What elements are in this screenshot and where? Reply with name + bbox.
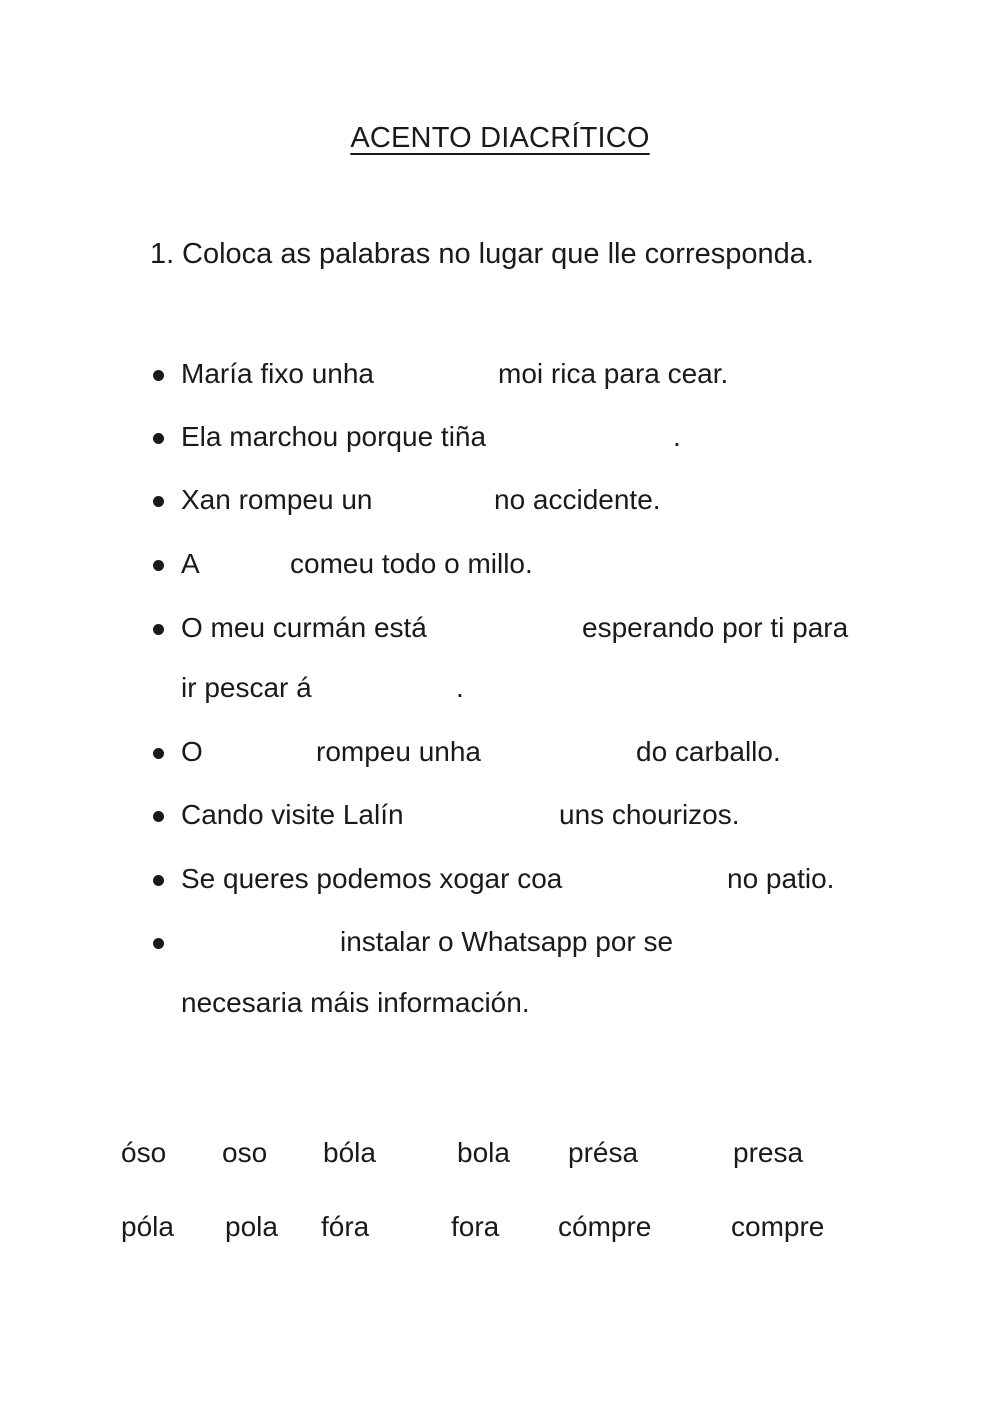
sentence-6-part-3: do carballo. bbox=[636, 736, 781, 767]
page-title bbox=[0, 122, 1000, 155]
sentence-7-part-1: Cando visite Lalín bbox=[181, 799, 404, 830]
sentence-1-part-2: moi rica para cear. bbox=[498, 358, 729, 389]
sentence-8-part-1: Se queres podemos xogar coa bbox=[181, 863, 563, 894]
bullet-icon bbox=[153, 875, 164, 886]
sentence-9-part-1: instalar o Whatsapp por se bbox=[340, 926, 674, 957]
sentence-6-part-2: rompeu unha bbox=[316, 736, 482, 767]
word-bank-item: cómpre bbox=[558, 1211, 652, 1242]
word-bank-item: pola bbox=[225, 1211, 278, 1242]
sentence-8-part-2: no patio. bbox=[727, 863, 835, 894]
bullet-icon bbox=[153, 748, 164, 759]
word-bank-item: présa bbox=[568, 1137, 639, 1168]
instruction-number: 1. bbox=[150, 238, 175, 270]
bullet-icon bbox=[153, 496, 164, 507]
sentence-9-continuation-1: necesaria máis información. bbox=[181, 987, 530, 1018]
word-bank-item: fora bbox=[451, 1211, 500, 1242]
instruction-text: Coloca as palabras no lugar que lle corresponda. bbox=[182, 238, 814, 270]
title-text: ACENTO DIACRÍTICO bbox=[350, 122, 650, 154]
word-bank-item: compre bbox=[731, 1211, 825, 1242]
sentence-5-continuation-1: ir pescar á bbox=[181, 672, 312, 703]
sentence-5-part-1: O meu curmán está bbox=[181, 612, 427, 643]
instruction bbox=[150, 238, 814, 271]
sentence-3-part-1: Xan rompeu un bbox=[181, 484, 373, 515]
word-bank-item: póla bbox=[121, 1211, 174, 1242]
word-bank-item: oso bbox=[222, 1137, 268, 1168]
sentence-2-part-1: Ela marchou porque tiña bbox=[181, 421, 487, 452]
word-bank-item: óso bbox=[121, 1137, 167, 1168]
sentence-2-part-2: . bbox=[673, 421, 681, 452]
bullet-icon bbox=[153, 433, 164, 444]
word-bank-item: presa bbox=[733, 1137, 804, 1168]
sentence-5-part-2: esperando por ti para bbox=[582, 612, 849, 643]
sentence-1-part-1: María fixo unha bbox=[181, 358, 374, 389]
bullet-icon bbox=[153, 938, 164, 949]
bullet-icon bbox=[153, 370, 164, 381]
sentence-4-part-2: comeu todo o millo. bbox=[290, 548, 533, 579]
sentence-5-continuation-2: . bbox=[456, 672, 464, 703]
sentence-4-part-1: A bbox=[181, 548, 200, 579]
bullet-icon bbox=[153, 811, 164, 822]
bullet-icon bbox=[153, 624, 164, 635]
sentence-6-part-1: O bbox=[181, 736, 203, 767]
sentence-7-part-2: uns chourizos. bbox=[559, 799, 740, 830]
word-bank-item: bola bbox=[457, 1137, 510, 1168]
word-bank-item: fóra bbox=[321, 1211, 370, 1242]
word-bank-item: bóla bbox=[323, 1137, 376, 1168]
bullet-icon bbox=[153, 560, 164, 571]
sentence-3-part-2: no accidente. bbox=[494, 484, 661, 515]
